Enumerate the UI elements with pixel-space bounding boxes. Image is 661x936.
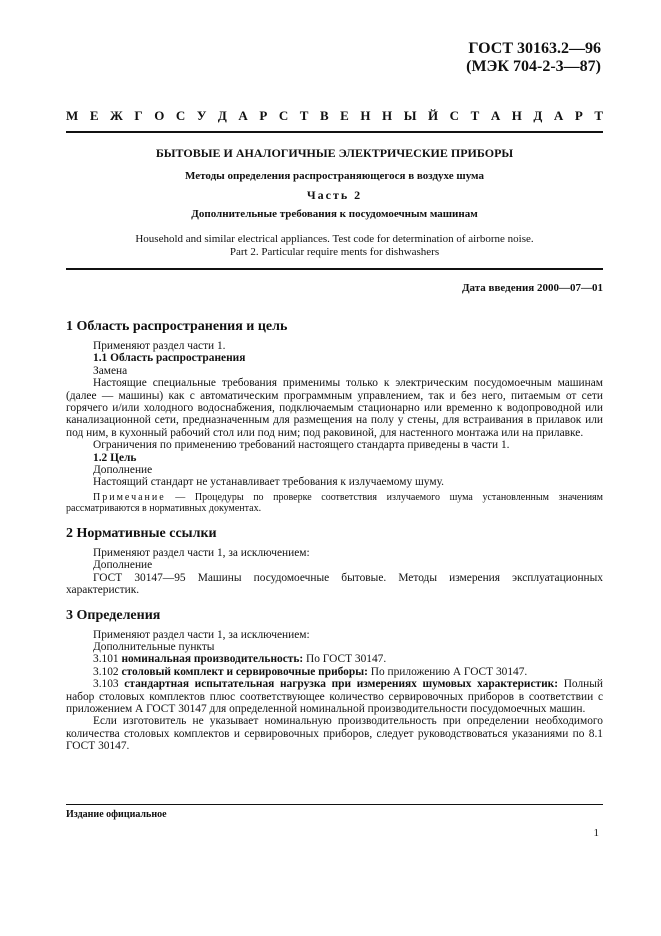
standard-code-gost: ГОСТ 30163.2—96 <box>468 40 601 57</box>
english-title-line2: Part 2. Particular require ments for dishwashers <box>229 246 440 258</box>
banner-rule <box>66 131 603 133</box>
paragraph: ГОСТ 30147—95 Машины посудомоечные бытовые. Методы измерения эксплуатационных характеристик. <box>66 571 603 597</box>
definition-term: столовый комплект и сервировочные приборы: <box>121 665 368 678</box>
definition-term: стандартная испытательная нагрузка при измерениях шумовых характеристик: <box>124 678 559 691</box>
paragraph: Дополнение <box>93 464 153 477</box>
document-body <box>66 318 603 753</box>
interstate-standard-banner: М Е Ж Г О С У Д А Р С Т В Е Н Н Ы Й С Т А Н Д А Р Т <box>66 108 603 123</box>
english-title <box>66 233 603 259</box>
definition-3-101: 3.101 номинальная производительность: По ГОСТ 30147. <box>93 653 387 666</box>
paragraph: Применяют раздел части 1. <box>93 340 226 352</box>
title-rule <box>66 268 603 270</box>
part-number: Часть 2 <box>306 188 363 202</box>
document-title: БЫТОВЫЕ И АНАЛОГИЧНЫЕ ЭЛЕКТРИЧЕСКИЕ ПРИБОРЫ <box>155 146 514 160</box>
paragraph: Дополнение <box>93 559 153 572</box>
definition-3-103: 3.103 стандартная испытательная нагрузка при измерениях шумовых характеристик: Полный набор столовых комплектов плюс соответствующее количество сервировочных приборов в соответствии с приложением А ГОСТ 30147 для определенной номинальной производительности посудомоечных машин. <box>66 678 603 715</box>
standard-code-iec: (МЭК 704-2-3—87) <box>466 58 601 75</box>
introduction-date: Дата введения 2000—07—01 <box>461 282 603 294</box>
section-2-heading: 2 Нормативные ссылки <box>66 525 217 541</box>
paragraph: Настоящий стандарт не устанавливает требования к излучаемому шуму. <box>93 476 444 489</box>
standard-code <box>466 40 601 76</box>
section-3-heading: 3 Определения <box>66 607 161 623</box>
section-1-heading: 1 Область распространения и цель <box>66 319 288 334</box>
paragraph: Если изготовитель не указывает номинальную производительность при определении необходимого количества столовых комплектов и сервировочных приборов, следует руководствоваться указаниями по 8.1 ГОСТ 30147. <box>66 715 603 753</box>
paragraph: Ограничения по применению требований настоящего стандарта приведены в части 1. <box>93 439 510 452</box>
document-subtitle: Методы определения распространяющегося в воздухе шума <box>185 170 484 182</box>
part-title: Дополнительные требования к посудомоечным машинам <box>191 208 478 220</box>
definition-3-102: 3.102 столовый комплект и сервировочные приборы: По приложению А ГОСТ 30147. <box>93 665 528 678</box>
note-text: — Процедуры по проверке соответствия излучаемого шума установленным значениям рассматриваются в нормативных документах. <box>66 491 603 515</box>
paragraph: Применяют раздел части 1, за исключением: <box>93 628 310 641</box>
page-number: 1 <box>593 827 599 839</box>
paragraph: Замена <box>93 364 128 377</box>
paragraph: Применяют раздел части 1, за исключением: <box>93 546 310 559</box>
subsection-1-2-heading: 1.2 Цель <box>93 451 137 464</box>
english-title-line1: Household and similar electrical appliances. Test code for determination of airborne noise. <box>135 233 534 245</box>
official-edition-label: Издание официальное <box>66 809 167 820</box>
paragraph: Дополнительные пункты <box>93 640 215 653</box>
note <box>66 492 603 515</box>
definition-term: номинальная производительность: <box>121 653 304 666</box>
note-label: Примечание <box>93 491 166 503</box>
paragraph: Настоящие специальные требования применимы только к электрическим посудомоечным машинам (далее — машины) как с автоматическим программным управлением, так и без него, питаемым от сети горячего и/или холодного водоснабжения, подключаемым стационарно или временно к водопроводной или канализационной сети, предназначенным для размещения на полу у стены, для встраивания в прилавок или под ним, в кухонный рабочий стол или под ним; под раковиной, для настенного монтажа или на прилавке. <box>66 377 603 439</box>
footer-rule <box>66 804 603 805</box>
subsection-1-1-heading: 1.1 Область распространения <box>93 352 246 365</box>
